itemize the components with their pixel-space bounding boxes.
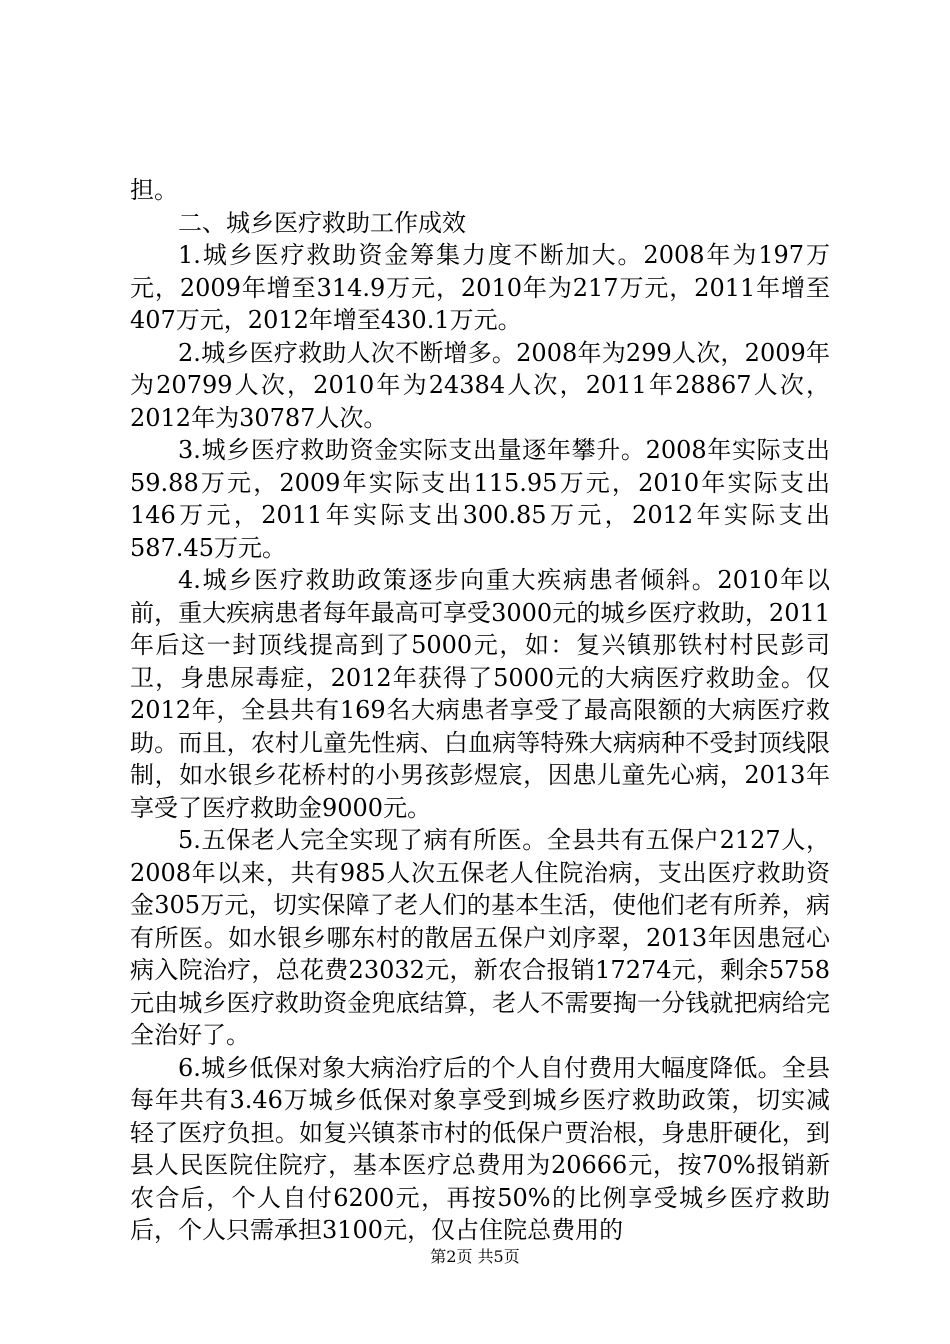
document-body — [130, 174, 830, 1247]
paragraph-item-2: 2.城乡医疗救助人次不断增多。2008年为299人次，2009年为20799人次，2010年为24384人次，2011年28867人次，2012年为30787人次。 — [130, 338, 830, 432]
paragraph-item-5: 5.五保老人完全实现了病有所医。全县共有五保户2127人，2008年以来，共有985人次五保老人住院治病，支出医疗救助资金305万元，切实保障了老人们的基本生活，使他们老有所养，病有所医。如水银乡哪东村的散居五保户刘序翠，2013年因患冠心病入院治疗，总花费23032元，新农合报销17274元，剩余5758元由城乡医疗救助资金兜底结算，老人不需要掏一分钱就把病给完全治好了。 — [130, 826, 830, 1049]
paragraph-item-6: 6.城乡低保对象大病治疗后的个人自付费用大幅度降低。全县每年共有3.46万城乡低保对象享受到城乡医疗救助政策，切实减轻了医疗负担。如复兴镇茶市村的低保户贾治根，身患肝硬化，到县人民医院住院疗，基本医疗总费用为20666元，按70%报销新农合后，个人自付6200元，再按50%的比例享受城乡医疗救助后，个人只需承担3100元，仅占住院总费用的 — [130, 1053, 830, 1244]
paragraph-item-4: 4.城乡医疗救助政策逐步向重大疾病患者倾斜。2010年以前，重大疾病患者每年最高可享受3000元的城乡医疗救助，2011年后这一封顶线提高到了5000元，如：复兴镇那铁村村民彭司卫，身患尿毒症，2012年获得了5000元的大病医疗救助金。仅2012年，全县共有169名大病患者享受了最高限额的大病医疗救助。而且，农村儿童先性病、白血病等特殊大病病种不受封顶线限制，如水银乡花桥村的小男孩彭煜宸，因患儿童先心病，2013年享受了医疗救助金9000元。 — [130, 566, 830, 822]
section-heading: 二、城乡医疗救助工作成效 — [178, 208, 466, 237]
paragraph-item-3: 3.城乡医疗救助资金实际支出量逐年攀升。2008年实际支出59.88万元，2009年实际支出115.95万元，2010年实际支出146万元，2011年实际支出300.85万元，2012年实际支出587.45万元。 — [130, 436, 830, 562]
paragraph-continuation: 担。 — [130, 176, 178, 204]
page-number-footer: 第2页 共5页 — [430, 1247, 520, 1266]
paragraph-item-1: 1.城乡医疗救助资金筹集力度不断加大。2008年为197万元，2009年增至314.9万元，2010年为217万元，2011年增至407万元，2012年增至430.1万元。 — [130, 241, 830, 334]
